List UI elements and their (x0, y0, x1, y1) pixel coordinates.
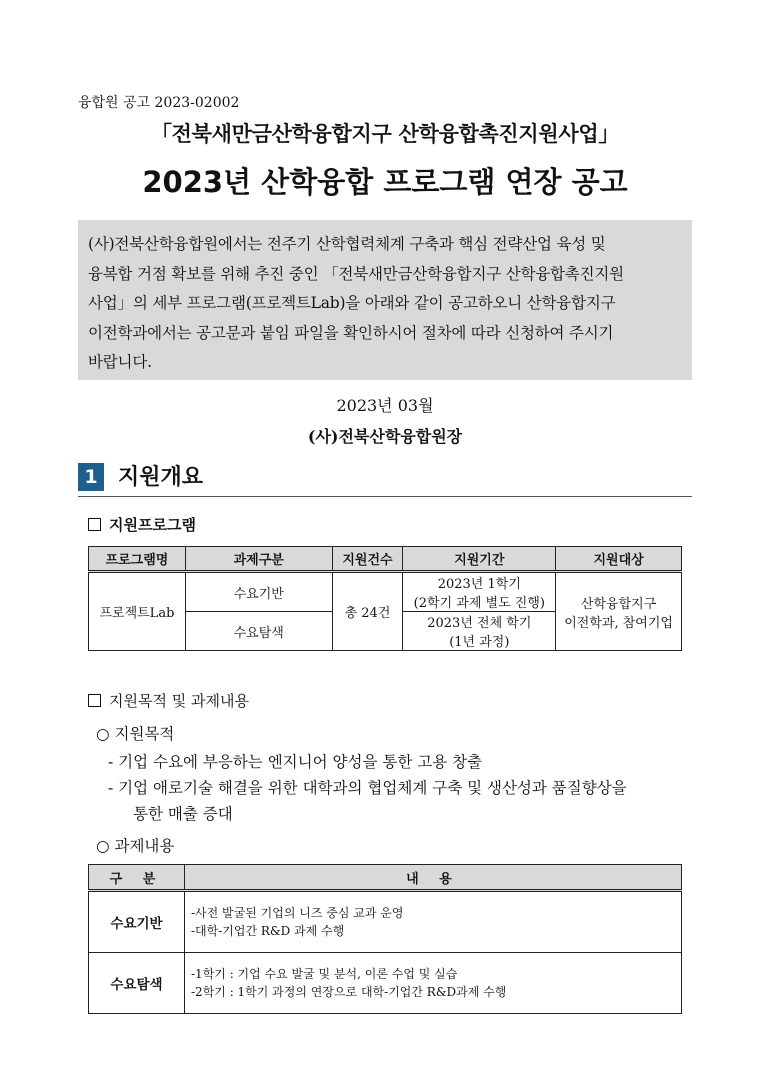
period-cell (403, 612, 556, 651)
content-label-cell: 수요기반 (89, 891, 185, 953)
table-header-cell: 지원대상 (556, 547, 682, 572)
content-subheading (96, 834, 174, 856)
table-row (89, 572, 682, 612)
section-title: 지원개요 (118, 465, 204, 490)
table-header-cell: 구 분 (89, 865, 185, 891)
content-line: -1학기 : 기업 수요 발굴 및 분석, 이론 수업 및 실습 (191, 967, 458, 981)
intro-line: 이전학과에서는 공고문과 붙임 파일을 확인하시어 절차에 따라 신청하여 주시기 (88, 323, 614, 342)
table-row (89, 891, 682, 953)
purpose-item-continued: 통한 매출 증대 (133, 805, 233, 823)
circle-bullet-icon: ○ (96, 837, 110, 855)
target-text: 산학융합지구 (580, 596, 657, 612)
table-row (89, 953, 682, 1014)
section-number-badge: 1 (78, 463, 104, 491)
content-line: -사전 발굴된 기업의 니즈 중심 교과 운영 (191, 906, 404, 920)
circle-bullet-icon: ○ (96, 725, 110, 743)
content-value-cell (185, 953, 682, 1014)
target-cell (556, 572, 682, 651)
checkbox-square-icon (88, 694, 101, 707)
table-header-row (89, 547, 682, 572)
period-text: 2023년 전체 학기 (427, 616, 532, 631)
title-project-name: 「전북새만금산학융합지구 산학융합촉진지원사업」 (150, 122, 620, 146)
notice-date: 2023년 03월 (336, 396, 434, 415)
table-header-row (89, 865, 682, 891)
content-value-cell (185, 891, 682, 953)
section-divider (78, 496, 692, 497)
program-heading (88, 514, 196, 535)
content-table (88, 864, 682, 1014)
organization-name: (사)전북산학융합원장 (307, 427, 463, 446)
content-label-cell: 수요탐색 (89, 953, 185, 1014)
intro-line: (사)전북산학융합원에서는 전주기 산학협력체계 구축과 핵심 전략산업 육성 및 (88, 235, 606, 253)
purpose-heading (88, 690, 249, 711)
table-header-cell: 프로그램명 (89, 547, 186, 572)
period-note: (1년 과정) (449, 635, 510, 650)
purpose-subheading (96, 722, 174, 744)
count-cell: 총 24건 (332, 572, 403, 651)
program-table (88, 546, 682, 651)
program-name-cell: 프로젝트Lab (89, 572, 186, 651)
intro-line: 사업」의 세부 프로그램(프로젝트Lab)을 아래와 같이 공고하오니 산학융합지구 (88, 294, 616, 312)
task-type-cell: 수요탐색 (185, 612, 332, 651)
task-type-cell: 수요기반 (185, 572, 332, 612)
content-line: -대학-기업간 R&D 과제 수행 (191, 924, 345, 938)
intro-line: 바랍니다. (88, 353, 152, 371)
content-subheading-label: 과제내용 (114, 837, 175, 855)
intro-text (88, 230, 684, 378)
target-text: 이전학과, 참여기업 (564, 615, 673, 631)
checkbox-square-icon (88, 518, 101, 531)
period-note: (2학기 과제 별도 진행) (413, 596, 545, 611)
period-cell (403, 572, 556, 612)
page-title: 2023년 산학융합 프로그램 연장 공고 (142, 165, 628, 199)
table-header-cell: 내 용 (185, 865, 682, 891)
table-header-cell: 과제구분 (185, 547, 332, 572)
content-line: -2학기 : 1학기 과정의 연장으로 대학-기업간 R&D과제 수행 (191, 985, 507, 999)
table-header-cell: 지원건수 (332, 547, 403, 572)
purpose-item: - 기업 수요에 부응하는 엔지니어 양성을 통한 고용 창출 (108, 753, 483, 771)
purpose-heading-label: 지원목적 및 과제내용 (109, 692, 249, 710)
intro-line: 융복합 거점 확보를 위해 추진 중인 「전북새만금산학융합지구 산학융합촉진지원 (88, 264, 624, 283)
purpose-item: - 기업 애로기술 해결을 위한 대학과의 협업체계 구축 및 생산성과 품질향상을 (108, 779, 627, 797)
purpose-subheading-label: 지원목적 (114, 725, 175, 743)
program-heading-label: 지원프로그램 (109, 516, 196, 534)
table-header-cell: 지원기간 (403, 547, 556, 572)
notice-number: 융합원 공고 2023-02002 (78, 95, 240, 111)
period-text: 2023년 1학기 (437, 577, 521, 592)
